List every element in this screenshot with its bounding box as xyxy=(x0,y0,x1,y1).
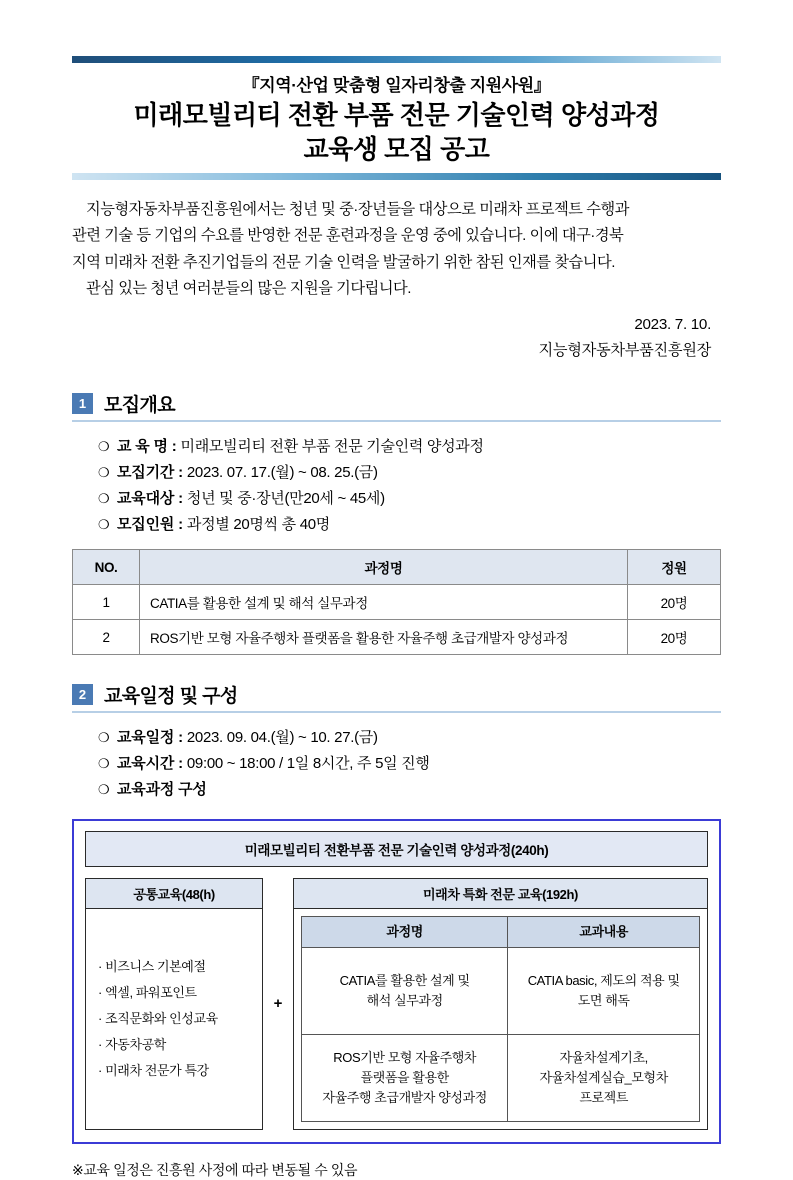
list-item-label: 교육대상 : xyxy=(117,489,187,507)
column-header-course-name: 과정명 xyxy=(140,550,628,585)
section-2-number-badge: 2 xyxy=(72,684,93,705)
circle-bullet-icon: ❍ xyxy=(98,464,110,480)
cell-course-name: CATIA를 활용한 설계 및 해석 실무과정 xyxy=(140,585,628,620)
table-header-row xyxy=(73,550,721,585)
section-1-title: 모집개요 xyxy=(104,395,176,417)
list-item-value: 청년 및 중·장년(만20세 ~ 45세) xyxy=(186,489,385,507)
section-schedule-structure xyxy=(72,681,721,1180)
plus-icon: + xyxy=(273,995,283,1013)
signature-block xyxy=(72,312,721,364)
list-item xyxy=(98,434,721,460)
page-title xyxy=(72,98,721,167)
common-education-header: 공통교육(48(h) xyxy=(86,879,262,909)
cell-line: 도면 해독 xyxy=(577,992,630,1008)
cell-line: 플랫폼을 활용한 xyxy=(360,1069,449,1085)
circle-bullet-icon: ❍ xyxy=(98,439,110,455)
cell-course-name xyxy=(302,1034,508,1121)
list-item-value: 09:00 ~ 18:00 / 1일 8시간, 주 5일 진행 xyxy=(186,755,430,773)
section-2-title: 교육일정 및 구성 xyxy=(104,686,238,708)
curriculum-body xyxy=(85,878,708,1130)
list-item: · 엑셀, 파워포인트 xyxy=(98,984,197,1000)
cell-course-name xyxy=(302,947,508,1034)
cell-no: 2 xyxy=(73,620,140,655)
section-1-number-badge: 1 xyxy=(72,393,93,414)
list-item-label: 교육일정 : xyxy=(117,729,187,747)
circle-bullet-icon: ❍ xyxy=(98,730,110,746)
list-item-label: 교육과정 구성 xyxy=(117,780,207,798)
intro-line-1: 지능형자동차부품진흥원에서는 청년 및 중·장년들을 대상으로 미래차 프로젝트 수행과 xyxy=(86,200,629,218)
curriculum-banner: 미래모빌리티 전환부품 전문 기술인력 양성과정(240h) xyxy=(85,831,708,867)
circle-bullet-icon: ❍ xyxy=(98,756,110,772)
section-1-bullet-list xyxy=(98,434,721,537)
cell-line: 해석 실무과정 xyxy=(366,992,443,1008)
list-item: · 자동차공학 xyxy=(98,1036,166,1052)
cell-curriculum-content xyxy=(508,1034,700,1121)
intro-line-2: 관련 기술 등 기업의 수요를 반영한 전문 훈련과정을 운영 중에 있습니다. 이에 대구·경북 xyxy=(72,227,624,245)
list-item-label: 모집인원 : xyxy=(117,515,187,533)
signature-organization: 지능형자동차부품진흥원장 xyxy=(538,342,711,360)
list-item xyxy=(98,777,721,803)
table-row xyxy=(302,1034,700,1121)
table-row xyxy=(73,620,721,655)
list-item-label: 모집기간 : xyxy=(117,463,187,481)
list-item: · 비즈니스 기본예절 xyxy=(98,958,206,974)
cell-line: ROS기반 모형 자율주행차 xyxy=(333,1049,477,1065)
table-header-row xyxy=(302,916,700,947)
list-item xyxy=(98,486,721,512)
list-item: · 미래차 전문가 특강 xyxy=(98,1062,209,1078)
cell-capacity: 20명 xyxy=(628,585,721,620)
circle-bullet-icon: ❍ xyxy=(98,516,110,532)
cell-no: 1 xyxy=(73,585,140,620)
cell-line: 자율차설계기초, xyxy=(559,1049,648,1065)
section-recruitment-overview xyxy=(72,390,721,655)
common-education-items xyxy=(86,909,262,1129)
list-item-value: 2023. 09. 04.(월) ~ 10. 27.(금) xyxy=(186,729,378,747)
list-item xyxy=(98,512,721,538)
list-item xyxy=(98,751,721,777)
title-top-rule xyxy=(72,56,721,63)
table-row xyxy=(73,585,721,620)
cell-capacity: 20명 xyxy=(628,620,721,655)
curriculum-diagram xyxy=(72,819,721,1144)
list-item-label: 교 육 명 : xyxy=(117,438,181,456)
signature-date: 2023. 7. 10. xyxy=(634,316,711,334)
intro-paragraph xyxy=(72,197,721,303)
cell-course-name: ROS기반 모형 자율주행차 플랫폼을 활용한 자율주행 초급개발자 양성과정 xyxy=(140,620,628,655)
column-header-capacity: 정원 xyxy=(628,550,721,585)
list-item: · 조직문화와 인성교육 xyxy=(98,1010,218,1026)
list-item-value: 과정별 20명씩 총 40명 xyxy=(186,515,330,533)
page-title-line-2: 교육생 모집 공고 xyxy=(303,134,490,165)
special-education-box xyxy=(293,878,708,1130)
list-item-value: 2023. 07. 17.(월) ~ 08. 25.(금) xyxy=(186,463,378,481)
list-item xyxy=(98,460,721,486)
cell-line: 프로젝트 xyxy=(579,1089,628,1105)
common-education-box xyxy=(85,878,263,1130)
list-item-label: 교육시간 : xyxy=(117,755,187,773)
footnote: ※교육 일정은 진흥원 사정에 따라 변동될 수 있음 xyxy=(72,1161,358,1178)
section-2-header xyxy=(72,681,721,713)
column-header-no: NO. xyxy=(73,550,140,585)
cell-line: CATIA basic, 제도의 적용 및 xyxy=(527,972,680,988)
circle-bullet-icon: ❍ xyxy=(98,490,110,506)
column-header-course-name: 과정명 xyxy=(302,916,508,947)
section-1-header xyxy=(72,390,721,422)
title-block xyxy=(72,0,721,180)
intro-line-4: 관심 있는 청년 여러분들의 많은 지원을 기다립니다. xyxy=(86,279,412,297)
special-education-header: 미래차 특화 전문 교육(192h) xyxy=(294,879,707,909)
cell-line: CATIA를 활용한 설계 및 xyxy=(339,972,470,988)
list-item-value: 미래모빌리티 전환 부품 전문 기술인력 양성과정 xyxy=(180,438,484,456)
cell-curriculum-content xyxy=(508,947,700,1034)
document-subtitle: 『지역·산업 맞춤형 일자리창출 지원사원』 xyxy=(242,76,551,95)
cell-line: 자율주행 초급개발자 양성과정 xyxy=(322,1089,487,1105)
table-row xyxy=(302,947,700,1034)
section-2-bullet-list xyxy=(98,725,721,802)
list-item xyxy=(98,725,721,751)
course-list-table xyxy=(72,549,721,655)
special-education-table xyxy=(301,916,700,1122)
page-title-line-1: 미래모빌리티 전환 부품 전문 기술인력 양성과정 xyxy=(133,100,660,130)
cell-line: 자율차설계실습_모형차 xyxy=(539,1069,668,1085)
title-bottom-rule xyxy=(72,173,721,180)
circle-bullet-icon: ❍ xyxy=(98,781,110,797)
column-header-curriculum-content: 교과내용 xyxy=(508,916,700,947)
intro-line-3: 지역 미래차 전환 추진기업들의 전문 기술 인력을 발굴하기 위한 참된 인재를 찾습니다. xyxy=(72,253,615,271)
